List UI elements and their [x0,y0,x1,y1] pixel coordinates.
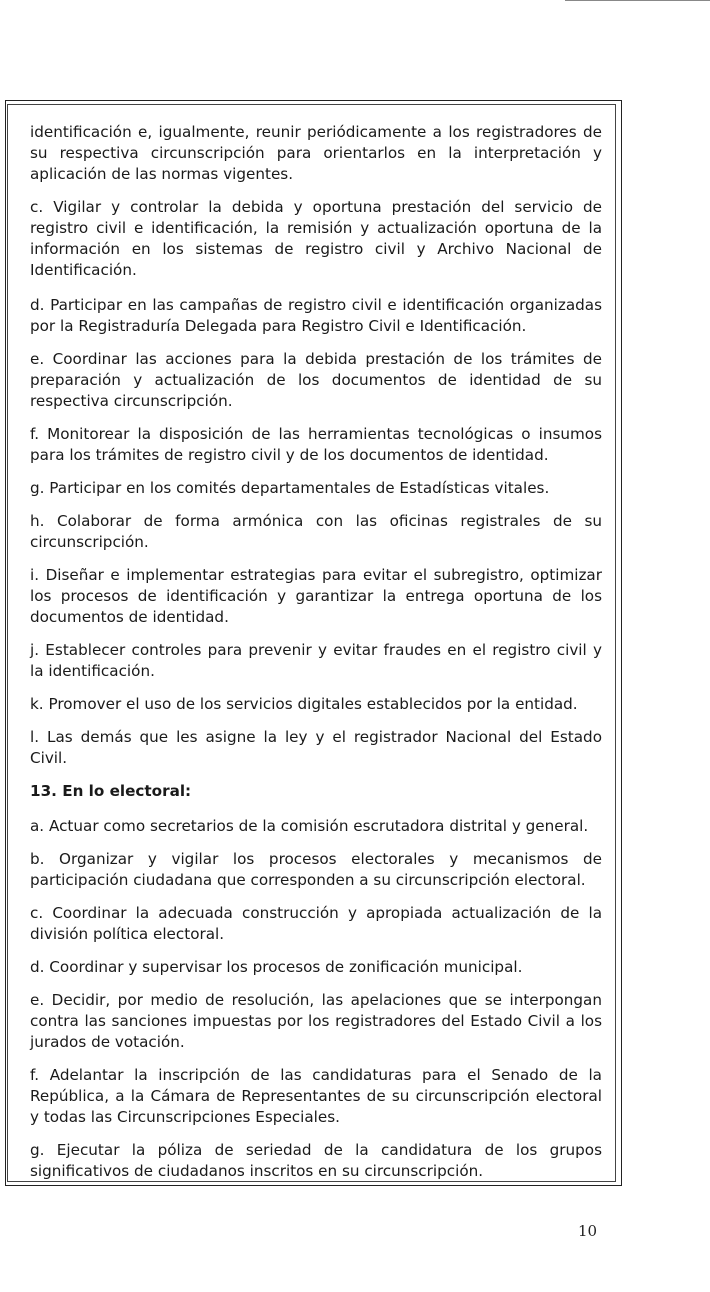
item-k: k. Promover el uso de los servicios digitales establecidos por la entidad. [30,695,578,713]
item-h: h. Colaborar de forma armónica con las oficinas registrales de su circunscripción. [30,512,602,551]
item-d: d. Participar en las campañas de registro civil e identificación organizadas por la Registraduría Delegada para Registro Civil e Identificación. [30,296,602,335]
document-body [30,122,602,1194]
section-heading-electoral: 13. En lo electoral: [30,782,192,800]
item-g: g. Participar en los comités departamentales de Estadísticas vitales. [30,479,550,497]
paragraph-continuation: identificación e, igualmente, reunir periódicamente a los registradores de su respectiva circunscripción para orientarlos en la interpretación y aplicación de las normas vigentes. [30,123,602,183]
electoral-item-g: g. Ejecutar la póliza de seriedad de la candidatura de los grupos significativos de ciudadanos inscritos en su circunscripción. [30,1141,602,1180]
electoral-item-f: f. Adelantar la inscripción de las candidaturas para el Senado de la República, a la Cámara de Representantes de su circunscripción electoral y todas las Circunscripciones Especiales. [30,1066,602,1126]
top-rule [565,0,710,1]
page-number: 10 [578,1222,598,1240]
item-c: c. Vigilar y controlar la debida y oportuna prestación del servicio de registro civil e identificación, la remisión y actualización oportuna de la información en los sistemas de registro civil y Archivo Nacional de Identificación. [30,198,602,279]
electoral-item-b: b. Organizar y vigilar los procesos electorales y mecanismos de participación ciudadana que corresponden a su circunscripción electoral. [30,850,602,889]
item-l: l. Las demás que les asigne la ley y el registrador Nacional del Estado Civil. [30,728,602,767]
item-i: i. Diseñar e implementar estrategias para evitar el subregistro, optimizar los procesos de identificación y garantizar la entrega oportuna de los documentos de identidad. [30,566,602,626]
electoral-item-d: d. Coordinar y supervisar los procesos de zonificación municipal. [30,958,523,976]
electoral-item-e: e. Decidir, por medio de resolución, las apelaciones que se interpongan contra las sanciones impuestas por los registradores del Estado Civil a los jurados de votación. [30,991,602,1051]
electoral-item-c: c. Coordinar la adecuada construcción y apropiada actualización de la división política electoral. [30,904,602,943]
electoral-item-a: a. Actuar como secretarios de la comisión escrutadora distrital y general. [30,817,589,835]
item-f: f. Monitorear la disposición de las herramientas tecnológicas o insumos para los trámites de registro civil y de los documentos de identidad. [30,425,602,464]
item-e: e. Coordinar las acciones para la debida prestación de los trámites de preparación y actualización de los documentos de identidad de su respectiva circunscripción. [30,350,602,410]
item-j: j. Establecer controles para prevenir y evitar fraudes en el registro civil y la identificación. [30,641,602,680]
